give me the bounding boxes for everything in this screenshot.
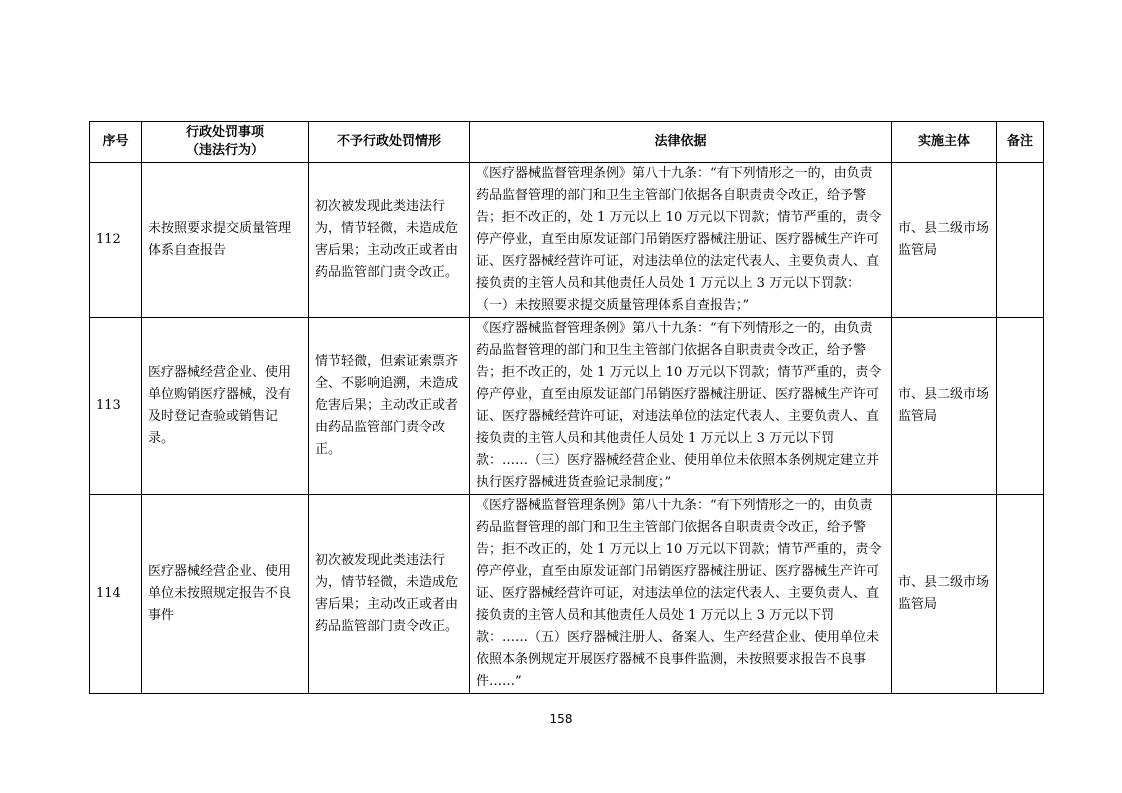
table-row bbox=[90, 318, 1044, 495]
header-row bbox=[90, 122, 1044, 163]
row-violation: 医疗器械经营企业、使用单位未按照规定报告不良事件 bbox=[142, 495, 309, 694]
row-violation: 未按照要求提交质量管理体系自查报告 bbox=[142, 163, 309, 318]
row-legal-basis: 《医疗器械监督管理条例》第八十九条：“有下列情形之一的，由负责药品监督管理的部门和卫生主管部门依据各自职责责令改正，给予警告；拒不改正的，处 1 万元以上 10 万元以下罚款；情节严重的，责令停产停业，直至由原发证部门吊销医疗器械注册证、医疗器械生产许可证、医疗器械经营许可证，对违法单位的法定代表人、主要负责人、直接负责的主管人员和其他责任人员处 1 万元以上 3 万元以下罚款：……（五）医疗器械注册人、备案人、生产经营企业、使用单位未依照本条例规定开展医疗器械不良事件监测，未按照要求报告不良事件……” bbox=[470, 495, 892, 694]
row-remark bbox=[997, 318, 1044, 495]
row-violation: 医疗器械经营企业、使用单位购销医疗器械，没有及时登记查验或销售记录。 bbox=[142, 318, 309, 495]
row-exemption: 初次被发现此类违法行为，情节轻微，未造成危害后果；主动改正或者由药品监管部门责令改正。 bbox=[309, 495, 470, 694]
header-seq: 序号 bbox=[90, 122, 142, 163]
page-number: 158 bbox=[549, 712, 573, 726]
header-item bbox=[142, 122, 309, 163]
row-enforcement-body: 市、县二级市场监管局 bbox=[892, 318, 997, 495]
row-remark bbox=[997, 163, 1044, 318]
header-item-line1: 行政处罚事项 bbox=[185, 125, 264, 140]
table-row bbox=[90, 495, 1044, 694]
row-number: 113 bbox=[90, 318, 142, 495]
header-item-line2: （违法行为） bbox=[185, 143, 264, 158]
table-row bbox=[90, 163, 1044, 318]
header-body: 实施主体 bbox=[892, 122, 997, 163]
row-enforcement-body: 市、县二级市场监管局 bbox=[892, 495, 997, 694]
row-exemption: 初次被发现此类违法行为，情节轻微，未造成危害后果；主动改正或者由药品监管部门责令改正。 bbox=[309, 163, 470, 318]
row-exemption: 情节轻微，但索证索票齐全、不影响追溯，未造成危害后果；主动改正或者由药品监管部门责令改正。 bbox=[309, 318, 470, 495]
penalty-table bbox=[89, 121, 1044, 694]
header-remark: 备注 bbox=[997, 122, 1044, 163]
row-remark bbox=[997, 495, 1044, 694]
header-basis: 法律依据 bbox=[470, 122, 892, 163]
row-enforcement-body: 市、县二级市场监管局 bbox=[892, 163, 997, 318]
row-number: 112 bbox=[90, 163, 142, 318]
row-number: 114 bbox=[90, 495, 142, 694]
row-legal-basis: 《医疗器械监督管理条例》第八十九条：“有下列情形之一的，由负责药品监督管理的部门和卫生主管部门依据各自职责责令改正，给予警告；拒不改正的，处 1 万元以上 10 万元以下罚款；情节严重的，责令停产停业，直至由原发证部门吊销医疗器械注册证、医疗器械生产许可证、医疗器械经营许可证，对违法单位的法定代表人、主要负责人、直接负责的主管人员和其他责任人员处 1 万元以上 3 万元以下罚款：……（三）医疗器械经营企业、使用单位未依照本条例规定建立并执行医疗器械进货查验记录制度；” bbox=[470, 318, 892, 495]
row-legal-basis: 《医疗器械监督管理条例》第八十九条：“有下列情形之一的，由负责药品监督管理的部门和卫生主管部门依据各自职责责令改正，给予警告；拒不改正的，处 1 万元以上 10 万元以下罚款；情节严重的，责令停产停业，直至由原发证部门吊销医疗器械注册证、医疗器械生产许可证、医疗器械经营许可证，对违法单位的法定代表人、主要负责人、直接负责的主管人员和其他责任人员处 1 万元以上 3 万元以下罚款：（一）未按照要求提交质量管理体系自查报告；” bbox=[470, 163, 892, 318]
header-exempt: 不予行政处罚情形 bbox=[309, 122, 470, 163]
